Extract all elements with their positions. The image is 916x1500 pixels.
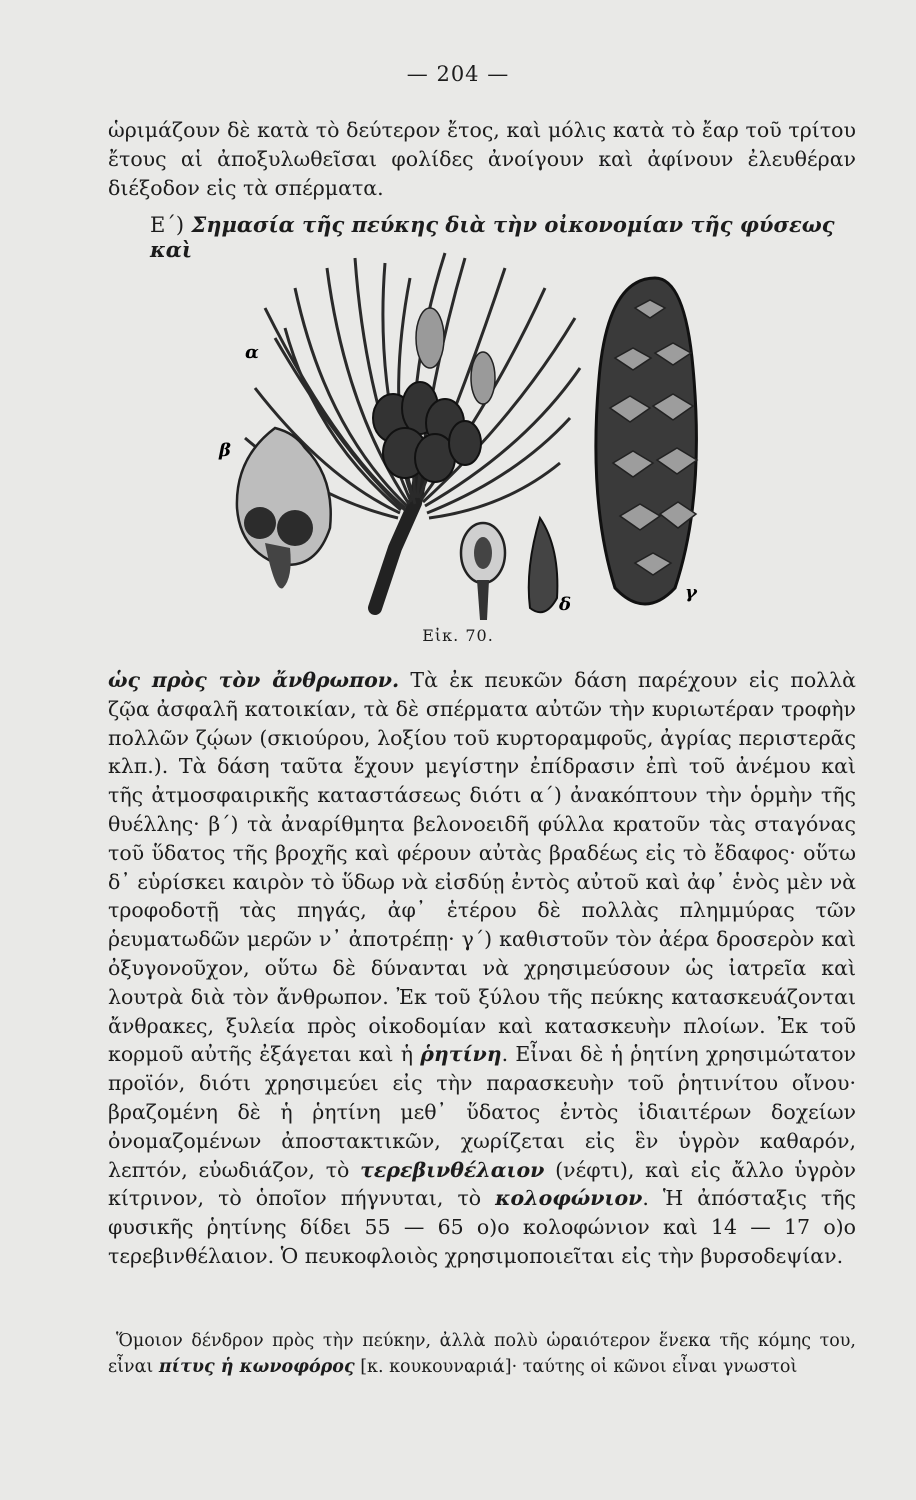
figure-label-c: γ (685, 582, 697, 603)
figure-label-a: α (245, 342, 259, 363)
section-number: Ε΄) (150, 213, 185, 237)
top-paragraph: ὡριμάζουν δὲ κατὰ τὸ δεύτερον ἔτος, καὶ μόλις κατὰ τὸ ἔαρ τοῦ τρίτου ἔτους αἱ ἀποξυλωθεῖσαι φολίδες ἀνοίγουν καὶ ἀφίνουν ἐλευθέραν διέξοδον εἰς τὰ σπέρματα. (108, 118, 856, 200)
note-text-1: Ὅμοιον δένδρον πρὸς τὴν πεύκην, ἀλλὰ πολὺ ὡραιότερον ἕνεκα τῆς κόμης του, εἶναι (108, 1331, 856, 1377)
term-stone-pine: πίτυς ἡ κωνοφόρος (158, 1357, 355, 1377)
term-rosin: κολοφώνιον (495, 1186, 643, 1211)
section-heading-text: Σημασία τῆς πεύκης διὰ τὴν οἰκονομίαν τῆς φύσεως καὶ (150, 212, 835, 262)
paragraph-text-4: . Ἡ ἀπόσταξις τῆς φυσικῆς ῥητίνης δίδει 55 — 65 ο)ο κολοφώνιον καὶ 14 — 17 ο)ο τερεβινθέλαιον. Ὁ πευκοφλοιὸς χρησιμοποιεῖται εἰς τὴν βυρσοδεψίαν. (108, 1186, 856, 1268)
paragraph-text-2: . Εἶναι δὲ ἡ ῥητίνη χρησιμώτατον προϊόν, διότι χρησιμεύει εἰς τὴν παρασκευὴν τοῦ ῥητινίτου οἴνου· βραζομένη δὲ ἡ ῥητίνη μεθ᾽ ὕδατος ἐντὸς ἰδιαιτέρων δοχείων ὀνομαζομένων ἀποστακτικῶν, χωρίζεται εἰς ἓν ὑγρὸν καθαρόν, λεπτόν, εὐωδιάζον, τὸ (108, 1042, 857, 1182)
page-number: — 204 — (406, 62, 510, 86)
figure-caption: Εἰκ. 70. (422, 626, 494, 645)
pine-illustration (215, 248, 715, 628)
main-paragraph (108, 666, 856, 1271)
term-turpentine: τερεβινθέλαιον (360, 1157, 545, 1182)
figure-label-d: δ (559, 594, 572, 615)
term-resin: ῥητίνη (420, 1042, 502, 1067)
figure-label-b: β (219, 440, 231, 461)
paragraph-lead: ὡς πρὸς τὸν ἄνθρωπον. (108, 668, 400, 692)
paragraph-text-1: Τὰ ἐκ πευκῶν δάση παρέχουν εἰς πολλὰ ζῷα ἀσφαλῆ κατοικίαν, τὰ δὲ σπέρματα αὐτῶν τὴν κυριωτέραν τροφὴν πολλῶν ζῴων (σκιούρου, λοξίου τοῦ κυρτοραμφοῦς, ἀγρίας περιστερᾶς κλπ.). Τὰ δάση ταῦτα ἔχουν μεγίστην ἐπίδρασιν ἐπὶ τοῦ ἀνέμου καὶ τῆς ἀτμοσφαιρικῆς καταστάσεως διότι α΄) ἀνακόπτουν τὴν ὁρμὴν τῆς θυέλλης· β΄) τὰ ἀναρίθμητα βελονοειδῆ φύλλα κρατοῦν τὰς σταγόνας τοῦ ὕδατος τῆς βροχῆς καὶ φέρουν αὐτὰς βραδέως εἰς τὸ ἔδαφος· οὕτω δ᾽ εὑρίσκει καιρὸν τὸ ὕδωρ νὰ εἰσδύῃ ἐντὸς αὐτοῦ καὶ ἀφ᾽ ἑνὸς μὲν νὰ τροφοδοτῇ τὰς πηγάς, ἀφ᾽ ἑτέρου δὲ πολλὰς πλημμύρας τῶν ῥευματωδῶν μερῶν ν᾽ ἀποτρέπῃ· γ΄) καθιστοῦν τὸν ἀέρα δροσερὸν καὶ ὀξυγονοῦχον, οὕτω δὲ δύνανται νὰ χρησιμεύσουν ὡς ἰατρεῖα καὶ λουτρὰ διὰ τὸν ἄνθρωπον. Ἐκ τοῦ ξύλου τῆς πεύκης κατασκευάζονται ἄνθρακες, ξυλεία πρὸς οἰκοδομίαν καὶ κατασκευὴν πλοίων. Ἐκ τοῦ κορμοῦ αὐτῆς ἐξάγεται καὶ ἡ (108, 668, 856, 1067)
paragraph-text-3: (νέφτι), καὶ εἰς ἄλλο ὑγρὸν κίτρινον, τὸ ὁποῖον πήγνυται, τὸ (108, 1157, 857, 1211)
note-paragraph (108, 1328, 856, 1380)
note-text-2: [κ. κουκουναριά]· ταύτης οἱ κῶνοι εἶναι γνωστοὶ (354, 1357, 798, 1377)
